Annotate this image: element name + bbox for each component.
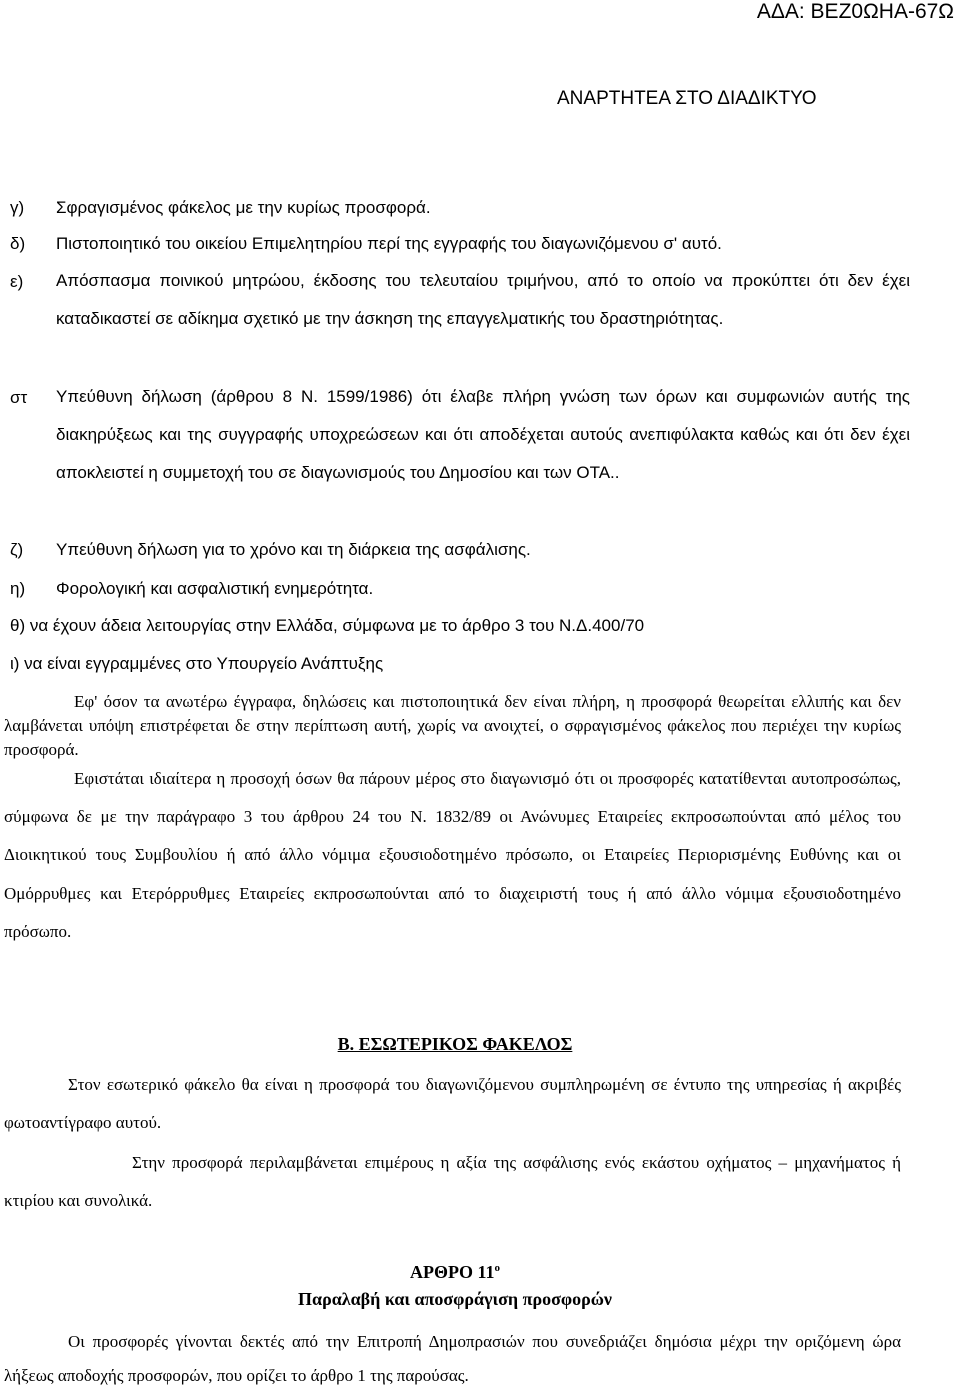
- item-marker: ζ): [10, 540, 24, 559]
- list-item-th: θ) να έχουν άδεια λειτουργίας στην Ελλάδα, σύμφωνα με το άρθρο 3 του Ν.Δ.400/70: [10, 616, 645, 635]
- attention-paragraph: Εφιστάται ιδιαίτερα η προσοχή όσων θα πάρουν μέρος στο διαγωνισμό ότι οι προσφορές κατατίθενται αυτοπροσώπως, σύμφωνα δε με την παράγραφο 3 του άρθρου 24 του Ν. 1832/89 οι Ανώνυμες Εταιρείες εκπροσωπούνται από μέλος του Διοικητικού τους Συμβουλίου ή από άλλο νόμιμα εξουσιοδοτημένο πρόσωπο, οι Εταιρείες Περιορισμένης Ευθύνης και οι Ομόρρυθμες και Ετερόρρυθμες Εταιρείες εκπροσωπούνται από το διαχειριστή τους ή από άλλο νόμιμα εξουσιοδοτημένο πρόσωπο.: [4, 769, 901, 941]
- item-marker: η): [10, 579, 26, 598]
- article-ordinal: ο: [494, 1262, 500, 1274]
- posted-notice: ΑΝΑΡΤΗΤΕΑ ΣΤΟ ΔΙΑΔΙΚΤΥΟ: [557, 88, 817, 109]
- item-text: Φορολογική και ασφαλιστική ενημερότητα.: [56, 579, 374, 598]
- article-heading: [0, 1262, 910, 1283]
- item-text: Πιστοποιητικό του οικείου Επιμελητηρίου περί της εγγραφής του διαγωνιζόμενου σ' αυτό.: [56, 234, 722, 253]
- article-paragraph: Οι προσφορές γίνονται δεκτές από την Επιτροπή Δημοπρασιών που συνεδριάζει δημόσια μέχρι την οριζόμενη ώρα λήξεως αποδοχής προσφορών, που ορίζει το άρθρο 1 της παρούσας.: [4, 1332, 901, 1385]
- item-text: Υπεύθυνη δήλωση για το χρόνο και τη διάρκεια της ασφάλισης.: [56, 540, 531, 559]
- incomplete-docs-paragraph: Εφ' όσον τα ανωτέρω έγγραφα, δηλώσεις και πιστοποιητικά δεν είναι πλήρη, η προσφορά θεωρείται ελλιπής και δεν λαμβάνεται υπόψη επιστρέφεται δε στην περίπτωση αυτή, χωρίς να ανοιχτεί, ο σφραγισμένος φάκελος που περιέχει την κυρίως προσφορά.: [4, 692, 901, 759]
- item-marker: δ): [10, 234, 26, 253]
- ada-code: ΑΔΑ: ΒΕΖ0ΩΗΑ-67Ω: [756, 0, 954, 23]
- list-item-i: ι) να είναι εγγραμμένες στο Υπουργείο Ανάπτυξης: [10, 654, 384, 673]
- article-title: ΑΡΘΡΟ 11: [410, 1262, 495, 1282]
- inner-envelope-heading: [0, 1034, 910, 1055]
- inner-envelope-title: Β. ΕΣΩΤΕΡΙΚΟΣ ΦΑΚΕΛΟΣ: [337, 1034, 573, 1054]
- inner-envelope-paragraph-2: Στην προσφορά περιλαμβάνεται επιμέρους η αξία της ασφάλισης ενός εκάστου οχήματος – μηχανήματος ή κτιρίου και συνολικά.: [4, 1153, 901, 1210]
- item-marker: γ): [10, 198, 25, 217]
- article-subtitle: Παραλαβή και αποσφράγιση προσφορών: [298, 1289, 612, 1309]
- inner-envelope-paragraph-1: Στον εσωτερικό φάκελο θα είναι η προσφορά του διαγωνιζόμενου συμπληρωμένη σε έντυπο της υπηρεσίας ή ακριβές φωτοαντίγραφο αυτού.: [4, 1075, 901, 1132]
- item-text: Υπεύθυνη δήλωση (άρθρου 8 Ν. 1599/1986) ότι έλαβε πλήρη γνώση των όρων και συμφωνιών αυτής της διακηρύξεως και της συγγραφής υποχρεώσεων και ότι αποδέχεται αυτούς ανεπιφύλακτα καθώς και ότι δεν έχει αποκλειστεί η συμμετοχή του σε διαγωνισμούς του Δημοσίου και των ΟΤΑ..: [56, 387, 910, 482]
- item-text: Απόσπασμα ποινικού μητρώου, έκδοσης του τελευταίου τριμήνου, από το οποίο να προκύπτει ότι δεν έχει καταδικαστεί σε αδίκημα σχετικό με την άσκηση της επαγγελματικής του δραστηριότητας.: [56, 271, 910, 328]
- item-marker: στ: [10, 388, 28, 407]
- item-text: Σφραγισμένος φάκελος με την κυρίως προσφορά.: [56, 198, 431, 217]
- item-marker: ε): [10, 272, 24, 291]
